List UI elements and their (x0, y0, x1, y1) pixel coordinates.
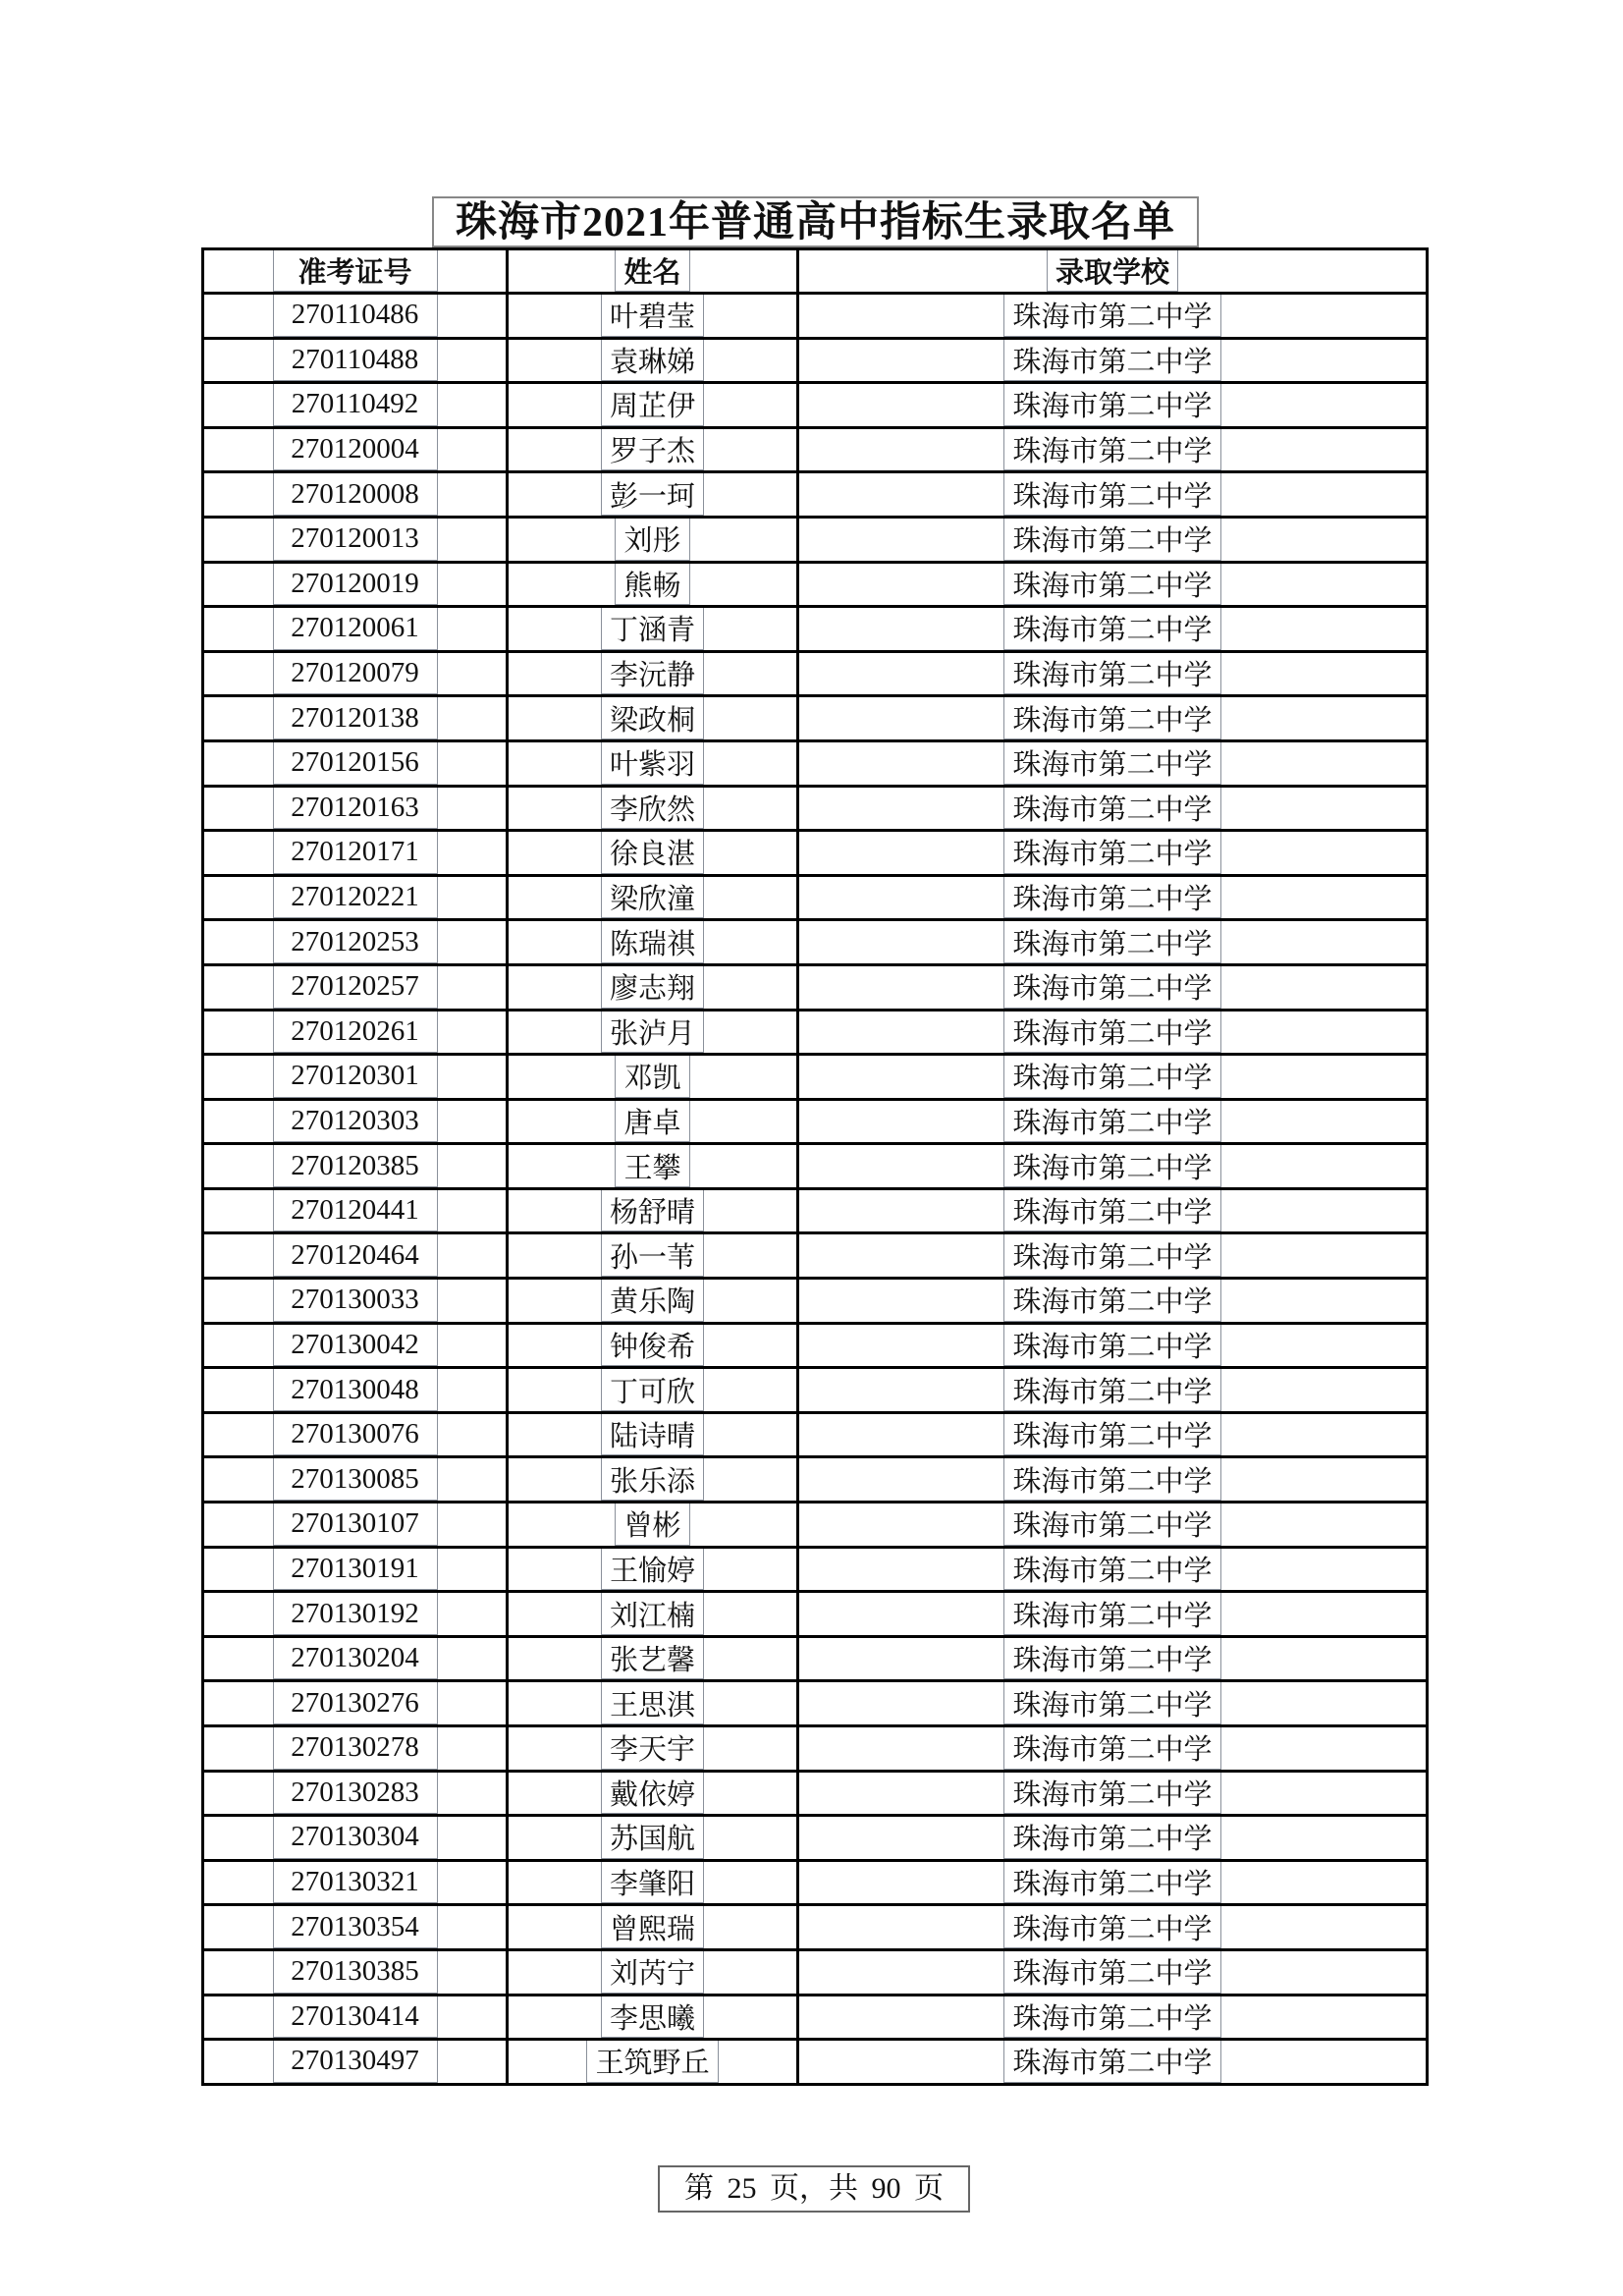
table-row (204, 1322, 1426, 1367)
admitted-school-cell (799, 1817, 1426, 1859)
student-name: 曾彬 (615, 1503, 689, 1546)
table-row (204, 1455, 1426, 1501)
admitted-school-cell (799, 1951, 1426, 1994)
admitted-school: 珠海市第二中学 (1003, 1190, 1220, 1232)
student-name-cell (509, 1773, 799, 1815)
admitted-school-cell (799, 1234, 1426, 1277)
table-row (204, 1142, 1426, 1187)
exam-id: 270120061 (273, 608, 438, 650)
student-name: 彭一珂 (601, 473, 704, 516)
admitted-school-cell (799, 1280, 1426, 1322)
student-name: 刘彤 (615, 519, 689, 561)
exam-id-cell (204, 697, 509, 739)
table-row (204, 785, 1426, 830)
admitted-school-cell (799, 2041, 1426, 2083)
page-number: 第 25 页，共 90 页 (658, 2165, 970, 2213)
exam-id-cell (204, 1145, 509, 1187)
exam-id-cell (204, 1503, 509, 1546)
student-name-cell (509, 1996, 799, 2039)
exam-id: 270130033 (273, 1280, 438, 1322)
student-name-cell (509, 1101, 799, 1143)
admitted-school: 珠海市第二中学 (1003, 1862, 1220, 1904)
table-row (204, 874, 1426, 919)
admitted-school: 珠海市第二中学 (1003, 1234, 1220, 1277)
table-row (204, 1724, 1426, 1770)
admitted-school: 珠海市第二中学 (1003, 1593, 1220, 1635)
admitted-school-cell (799, 1593, 1426, 1635)
student-name: 罗子杰 (601, 429, 704, 471)
exam-id-cell (204, 564, 509, 606)
admitted-school-cell (799, 564, 1426, 606)
student-name: 叶紫羽 (601, 742, 704, 785)
admitted-school: 珠海市第二中学 (1003, 473, 1220, 516)
student-name-cell (509, 1727, 799, 1770)
table-row (204, 694, 1426, 739)
exam-id: 270130076 (273, 1414, 438, 1456)
student-name-cell (509, 1414, 799, 1456)
admitted-school-cell (799, 608, 1426, 650)
exam-id: 270120163 (273, 788, 438, 830)
student-name: 熊畅 (615, 564, 689, 606)
exam-id: 270130497 (273, 2041, 438, 2083)
student-name-cell (509, 832, 799, 874)
admitted-school: 珠海市第二中学 (1003, 1325, 1220, 1367)
student-name-cell (509, 473, 799, 516)
student-name-cell (509, 1190, 799, 1232)
header-cell-school (799, 250, 1426, 292)
table-row (204, 1187, 1426, 1232)
table-row (204, 1679, 1426, 1724)
exam-id-cell (204, 1325, 509, 1367)
exam-id: 270130048 (273, 1369, 438, 1411)
exam-id-cell (204, 1369, 509, 1411)
admitted-school: 珠海市第二中学 (1003, 966, 1220, 1009)
student-name: 梁欣潼 (601, 877, 704, 919)
table-row (204, 605, 1426, 650)
table-row (204, 1770, 1426, 1815)
admitted-school-cell (799, 877, 1426, 919)
admission-table (201, 247, 1429, 2086)
student-name-cell (509, 1234, 799, 1277)
table-row (204, 1948, 1426, 1994)
admitted-school-cell (799, 1862, 1426, 1904)
exam-id-cell (204, 1056, 509, 1098)
table-header-row (204, 250, 1426, 292)
admitted-school-cell (799, 1369, 1426, 1411)
admitted-school: 珠海市第二中学 (1003, 1817, 1220, 1859)
student-name: 刘江楠 (601, 1593, 704, 1635)
student-name: 王筑野丘 (586, 2041, 718, 2083)
student-name-cell (509, 877, 799, 919)
student-name: 叶碧莹 (601, 295, 704, 337)
exam-id: 270130276 (273, 1682, 438, 1724)
admitted-school-cell (799, 1325, 1426, 1367)
table-row (204, 561, 1426, 606)
exam-id: 270120013 (273, 519, 438, 561)
admitted-school-cell (799, 1638, 1426, 1680)
admitted-school-cell (799, 1414, 1426, 1456)
exam-id: 270130385 (273, 1951, 438, 1994)
student-name: 周芷伊 (601, 384, 704, 426)
exam-id-cell (204, 1234, 509, 1277)
student-name-cell (509, 295, 799, 337)
table-row (204, 1501, 1426, 1546)
exam-id-cell (204, 473, 509, 516)
table-row (204, 470, 1426, 516)
exam-id-cell (204, 429, 509, 471)
student-name: 王愉婷 (601, 1549, 704, 1591)
student-name: 廖志翔 (601, 966, 704, 1009)
table-body (204, 292, 1426, 2083)
exam-id-cell (204, 608, 509, 650)
table-row (204, 1277, 1426, 1322)
student-name-cell (509, 429, 799, 471)
exam-id-cell (204, 1727, 509, 1770)
exam-id-cell (204, 832, 509, 874)
student-name-cell (509, 788, 799, 830)
exam-id: 270120221 (273, 877, 438, 919)
admitted-school-cell (799, 832, 1426, 874)
admitted-school-cell (799, 966, 1426, 1009)
admitted-school: 珠海市第二中学 (1003, 1638, 1220, 1680)
student-name: 钟俊希 (601, 1325, 704, 1367)
exam-id: 270130283 (273, 1773, 438, 1815)
admitted-school: 珠海市第二中学 (1003, 1369, 1220, 1411)
student-name: 李天宇 (601, 1727, 704, 1770)
exam-id-cell (204, 1190, 509, 1232)
student-name: 戴依婷 (601, 1773, 704, 1815)
student-name: 张乐添 (601, 1458, 704, 1501)
admitted-school: 珠海市第二中学 (1003, 921, 1220, 963)
student-name-cell (509, 1817, 799, 1859)
table-row (204, 1590, 1426, 1635)
student-name: 邓凯 (615, 1056, 689, 1098)
exam-id: 270120004 (273, 429, 438, 471)
table-row (204, 292, 1426, 337)
exam-id-cell (204, 921, 509, 963)
admitted-school-cell (799, 1503, 1426, 1546)
student-name-cell (509, 1325, 799, 1367)
exam-id: 270130204 (273, 1638, 438, 1680)
table-row (204, 1814, 1426, 1859)
student-name-cell (509, 384, 799, 426)
student-name-cell (509, 340, 799, 382)
table-row (204, 1994, 1426, 2039)
admitted-school: 珠海市第二中学 (1003, 1727, 1220, 1770)
table-row (204, 2038, 1426, 2083)
admitted-school-cell (799, 295, 1426, 337)
table-row (204, 739, 1426, 785)
admitted-school-cell (799, 1727, 1426, 1770)
admitted-school: 珠海市第二中学 (1003, 295, 1220, 337)
header-cell-name (509, 250, 799, 292)
table-row (204, 650, 1426, 695)
exam-id: 270120253 (273, 921, 438, 963)
admitted-school: 珠海市第二中学 (1003, 788, 1220, 830)
student-name: 丁涵青 (601, 608, 704, 650)
table-row (204, 918, 1426, 963)
admitted-school-cell (799, 473, 1426, 516)
student-name-cell (509, 608, 799, 650)
exam-id-cell (204, 1682, 509, 1724)
admitted-school: 珠海市第二中学 (1003, 1503, 1220, 1546)
student-name-cell (509, 1056, 799, 1098)
student-name: 李思曦 (601, 1996, 704, 2039)
student-name-cell (509, 1503, 799, 1546)
admitted-school: 珠海市第二中学 (1003, 1773, 1220, 1815)
exam-id: 270130304 (273, 1817, 438, 1859)
exam-id: 270120019 (273, 564, 438, 606)
admitted-school: 珠海市第二中学 (1003, 1280, 1220, 1322)
exam-id-cell (204, 966, 509, 1009)
exam-id-cell (204, 877, 509, 919)
admitted-school-cell (799, 1190, 1426, 1232)
student-name-cell (509, 1951, 799, 1994)
admitted-school-cell (799, 921, 1426, 963)
admitted-school: 珠海市第二中学 (1003, 877, 1220, 919)
exam-id: 270130042 (273, 1325, 438, 1367)
student-name-cell (509, 519, 799, 561)
exam-id: 270120385 (273, 1145, 438, 1187)
exam-id: 270110486 (273, 295, 438, 337)
exam-id-cell (204, 1996, 509, 2039)
header-cell-id (204, 250, 509, 292)
exam-id-cell (204, 1638, 509, 1680)
admitted-school-cell (799, 1145, 1426, 1187)
student-name: 李肇阳 (601, 1862, 704, 1904)
exam-id-cell (204, 1906, 509, 1948)
student-name-cell (509, 2041, 799, 2083)
exam-id: 270130192 (273, 1593, 438, 1635)
table-row (204, 1231, 1426, 1277)
exam-id-cell (204, 1862, 509, 1904)
admitted-school-cell (799, 1458, 1426, 1501)
admitted-school-cell (799, 697, 1426, 739)
admitted-school: 珠海市第二中学 (1003, 2041, 1220, 2083)
student-name-cell (509, 966, 799, 1009)
student-name: 唐卓 (615, 1101, 689, 1143)
admitted-school: 珠海市第二中学 (1003, 742, 1220, 785)
student-name-cell (509, 1145, 799, 1187)
exam-id: 270110488 (273, 340, 438, 382)
admitted-school: 珠海市第二中学 (1003, 832, 1220, 874)
student-name: 李欣然 (601, 788, 704, 830)
admitted-school-cell (799, 340, 1426, 382)
student-name: 张泸月 (601, 1011, 704, 1054)
student-name-cell (509, 1011, 799, 1054)
exam-id: 270130414 (273, 1996, 438, 2039)
admitted-school-cell (799, 1549, 1426, 1591)
header-name: 姓名 (615, 250, 689, 292)
admitted-school: 珠海市第二中学 (1003, 1682, 1220, 1724)
admitted-school-cell (799, 1101, 1426, 1143)
admitted-school-cell (799, 742, 1426, 785)
student-name: 苏国航 (601, 1817, 704, 1859)
admitted-school-cell (799, 1773, 1426, 1815)
admitted-school-cell (799, 1682, 1426, 1724)
student-name: 刘芮宁 (601, 1951, 704, 1994)
admitted-school-cell (799, 1056, 1426, 1098)
admitted-school: 珠海市第二中学 (1003, 519, 1220, 561)
admitted-school: 珠海市第二中学 (1003, 564, 1220, 606)
table-row (204, 829, 1426, 874)
student-name-cell (509, 697, 799, 739)
exam-id-cell (204, 1773, 509, 1815)
student-name-cell (509, 1280, 799, 1322)
table-row (204, 381, 1426, 426)
student-name: 丁可欣 (601, 1369, 704, 1411)
table-row (204, 1366, 1426, 1411)
student-name: 王攀 (615, 1145, 689, 1187)
admitted-school: 珠海市第二中学 (1003, 1414, 1220, 1456)
student-name: 陆诗晴 (601, 1414, 704, 1456)
exam-id: 270120171 (273, 832, 438, 874)
admitted-school: 珠海市第二中学 (1003, 1951, 1220, 1994)
student-name-cell (509, 742, 799, 785)
table-row (204, 1053, 1426, 1098)
admitted-school: 珠海市第二中学 (1003, 1101, 1220, 1143)
exam-id-cell (204, 295, 509, 337)
student-name-cell (509, 921, 799, 963)
header-id: 准考证号 (273, 250, 438, 292)
admitted-school: 珠海市第二中学 (1003, 697, 1220, 739)
exam-id: 270120156 (273, 742, 438, 785)
student-name-cell (509, 564, 799, 606)
exam-id: 270130191 (273, 1549, 438, 1591)
student-name-cell (509, 1638, 799, 1680)
header-school: 录取学校 (1047, 250, 1178, 292)
student-name-cell (509, 653, 799, 695)
admitted-school: 珠海市第二中学 (1003, 1056, 1220, 1098)
exam-id-cell (204, 1458, 509, 1501)
exam-id-cell (204, 1593, 509, 1635)
admitted-school-cell (799, 1011, 1426, 1054)
student-name: 陈瑞祺 (601, 921, 704, 963)
exam-id: 270120303 (273, 1101, 438, 1143)
admitted-school: 珠海市第二中学 (1003, 384, 1220, 426)
admitted-school: 珠海市第二中学 (1003, 608, 1220, 650)
student-name-cell (509, 1862, 799, 1904)
student-name-cell (509, 1458, 799, 1501)
admitted-school: 珠海市第二中学 (1003, 1549, 1220, 1591)
exam-id: 270120138 (273, 697, 438, 739)
exam-id: 270130085 (273, 1458, 438, 1501)
student-name: 张艺馨 (601, 1638, 704, 1680)
exam-id-cell (204, 340, 509, 382)
exam-id-cell (204, 1817, 509, 1859)
admitted-school-cell (799, 653, 1426, 695)
student-name: 黄乐陶 (601, 1280, 704, 1322)
admitted-school-cell (799, 788, 1426, 830)
table-row (204, 1903, 1426, 1948)
table-row (204, 1546, 1426, 1591)
student-name-cell (509, 1682, 799, 1724)
exam-id-cell (204, 1280, 509, 1322)
admitted-school: 珠海市第二中学 (1003, 1996, 1220, 2039)
exam-id: 270120464 (273, 1234, 438, 1277)
exam-id: 270120441 (273, 1190, 438, 1232)
exam-id-cell (204, 1549, 509, 1591)
exam-id-cell (204, 1951, 509, 1994)
exam-id: 270120008 (273, 473, 438, 516)
exam-id: 270130278 (273, 1727, 438, 1770)
exam-id-cell (204, 1011, 509, 1054)
student-name-cell (509, 1549, 799, 1591)
student-name: 孙一苇 (601, 1234, 704, 1277)
student-name: 李沅静 (601, 653, 704, 695)
exam-id-cell (204, 384, 509, 426)
admitted-school-cell (799, 1996, 1426, 2039)
table-row (204, 426, 1426, 471)
student-name-cell (509, 1906, 799, 1948)
admitted-school: 珠海市第二中学 (1003, 1011, 1220, 1054)
admitted-school: 珠海市第二中学 (1003, 1145, 1220, 1187)
student-name: 王思淇 (601, 1682, 704, 1724)
admitted-school-cell (799, 384, 1426, 426)
table-row (204, 516, 1426, 561)
exam-id-cell (204, 653, 509, 695)
exam-id: 270120301 (273, 1056, 438, 1098)
table-row (204, 1411, 1426, 1456)
exam-id-cell (204, 1101, 509, 1143)
exam-id-cell (204, 742, 509, 785)
admitted-school-cell (799, 1906, 1426, 1948)
page-title: 珠海市2021年普通高中指标生录取名单 (432, 196, 1199, 247)
student-name-cell (509, 1593, 799, 1635)
exam-id: 270130107 (273, 1503, 438, 1546)
exam-id: 270110492 (273, 384, 438, 426)
student-name-cell (509, 1369, 799, 1411)
table-row (204, 1009, 1426, 1054)
admitted-school-cell (799, 519, 1426, 561)
admitted-school: 珠海市第二中学 (1003, 340, 1220, 382)
exam-id-cell (204, 1414, 509, 1456)
table-row (204, 337, 1426, 382)
student-name: 徐良湛 (601, 832, 704, 874)
exam-id-cell (204, 519, 509, 561)
exam-id: 270130321 (273, 1862, 438, 1904)
admitted-school-cell (799, 429, 1426, 471)
exam-id: 270120079 (273, 653, 438, 695)
student-name: 曾熙瑞 (601, 1906, 704, 1948)
table-row (204, 1859, 1426, 1904)
exam-id: 270120261 (273, 1011, 438, 1054)
table-row (204, 1635, 1426, 1680)
exam-id-cell (204, 2041, 509, 2083)
student-name: 袁琳娣 (601, 340, 704, 382)
exam-id-cell (204, 788, 509, 830)
exam-id: 270130354 (273, 1906, 438, 1948)
admitted-school: 珠海市第二中学 (1003, 429, 1220, 471)
table-row (204, 963, 1426, 1009)
admitted-school: 珠海市第二中学 (1003, 1458, 1220, 1501)
table-row (204, 1098, 1426, 1143)
student-name: 杨舒晴 (601, 1190, 704, 1232)
student-name: 梁政桐 (601, 697, 704, 739)
admitted-school: 珠海市第二中学 (1003, 653, 1220, 695)
exam-id: 270120257 (273, 966, 438, 1009)
admitted-school: 珠海市第二中学 (1003, 1906, 1220, 1948)
